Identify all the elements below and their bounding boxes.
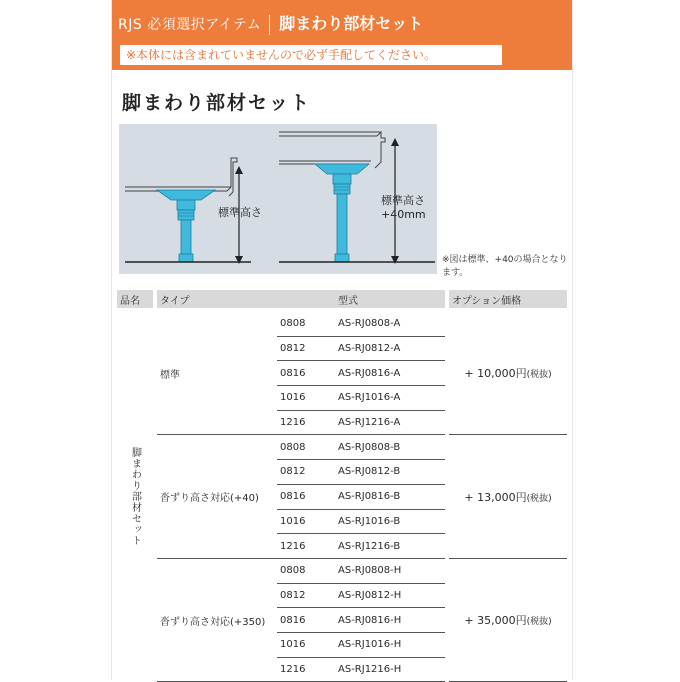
size-cell: 0808: [277, 435, 335, 460]
model-cell: AS-RJ0812-B: [335, 460, 445, 485]
plus40-height-label: [381, 194, 426, 222]
tax-note: (税抜): [526, 493, 552, 504]
table-row: [117, 435, 567, 460]
table-body: [117, 310, 567, 682]
title-separator: [269, 15, 270, 35]
size-cell: 1216: [277, 657, 335, 682]
price-value: + 35,000円: [464, 614, 527, 628]
model-cell: AS-RJ0816-H: [335, 608, 445, 633]
model-cell: AS-RJ0812-H: [335, 583, 445, 608]
option-price-cell: [449, 310, 567, 435]
header-model: 型式: [335, 290, 445, 310]
size-cell: 0812: [277, 460, 335, 485]
plus40-label-line1: 標準高さ: [381, 194, 425, 207]
size-cell: 0816: [277, 608, 335, 633]
series-label: RJS 必須選択アイテム: [118, 17, 262, 33]
installation-figure: [119, 124, 437, 274]
section-title: 脚まわり部材セット: [122, 92, 312, 114]
size-cell: 0812: [277, 336, 335, 361]
size-cell: 1016: [277, 386, 335, 411]
header-product: 品名: [117, 290, 153, 310]
banner-title: 脚まわり部材セット: [279, 14, 424, 33]
type-cell: 沓ずり高さ対応(+350): [157, 558, 277, 681]
size-cell: 0808: [277, 558, 335, 583]
table-row: [117, 558, 567, 583]
order-notice: ※本体には含まれていませんので必ず手配してください。: [120, 45, 502, 65]
model-cell: AS-RJ1016-B: [335, 509, 445, 534]
product-name-cell: 脚まわり部材セット: [129, 447, 141, 547]
header-price: オプション価格: [449, 290, 567, 310]
model-cell: AS-RJ1216-A: [335, 410, 445, 435]
size-cell: 0812: [277, 583, 335, 608]
model-cell: AS-RJ0808-A: [335, 310, 445, 336]
size-cell: 0808: [277, 310, 335, 336]
model-cell: AS-RJ1016-H: [335, 632, 445, 657]
size-cell: 1016: [277, 632, 335, 657]
size-cell: 1016: [277, 509, 335, 534]
type-cell: 標準: [157, 310, 277, 435]
model-cell: AS-RJ1216-H: [335, 657, 445, 682]
banner-title-row: [118, 12, 568, 36]
tax-note: (税抜): [526, 617, 552, 628]
model-cell: AS-RJ0816-A: [335, 361, 445, 386]
standard-height-label: 標準高さ: [218, 206, 262, 219]
model-cell: AS-RJ0808-H: [335, 558, 445, 583]
size-cell: 1216: [277, 410, 335, 435]
type-cell: 沓ずり高さ対応(+40): [157, 435, 277, 558]
tax-note: (税抜): [526, 370, 552, 381]
model-cell: AS-RJ1016-A: [335, 386, 445, 411]
header-type: タイプ: [157, 290, 335, 310]
table-header-row: [117, 290, 567, 310]
size-cell: 0816: [277, 484, 335, 509]
model-cell: AS-RJ0812-A: [335, 336, 445, 361]
price-value: + 10,000円: [464, 367, 527, 381]
size-cell: 1216: [277, 534, 335, 559]
option-price-cell: [449, 558, 567, 681]
size-cell: 0816: [277, 361, 335, 386]
catalog-page: [111, 0, 573, 680]
model-cell: AS-RJ0816-B: [335, 484, 445, 509]
model-cell: AS-RJ1216-B: [335, 534, 445, 559]
plus40-label-line2: +40mm: [381, 208, 426, 221]
price-value: + 13,000円: [464, 490, 527, 504]
figure-note: ※図は標準、+40の場合となります。: [442, 255, 568, 278]
spec-table: [117, 290, 567, 682]
option-price-cell: [449, 435, 567, 558]
table-row: [117, 310, 567, 336]
header-banner: [112, 0, 572, 70]
model-cell: AS-RJ0808-B: [335, 435, 445, 460]
